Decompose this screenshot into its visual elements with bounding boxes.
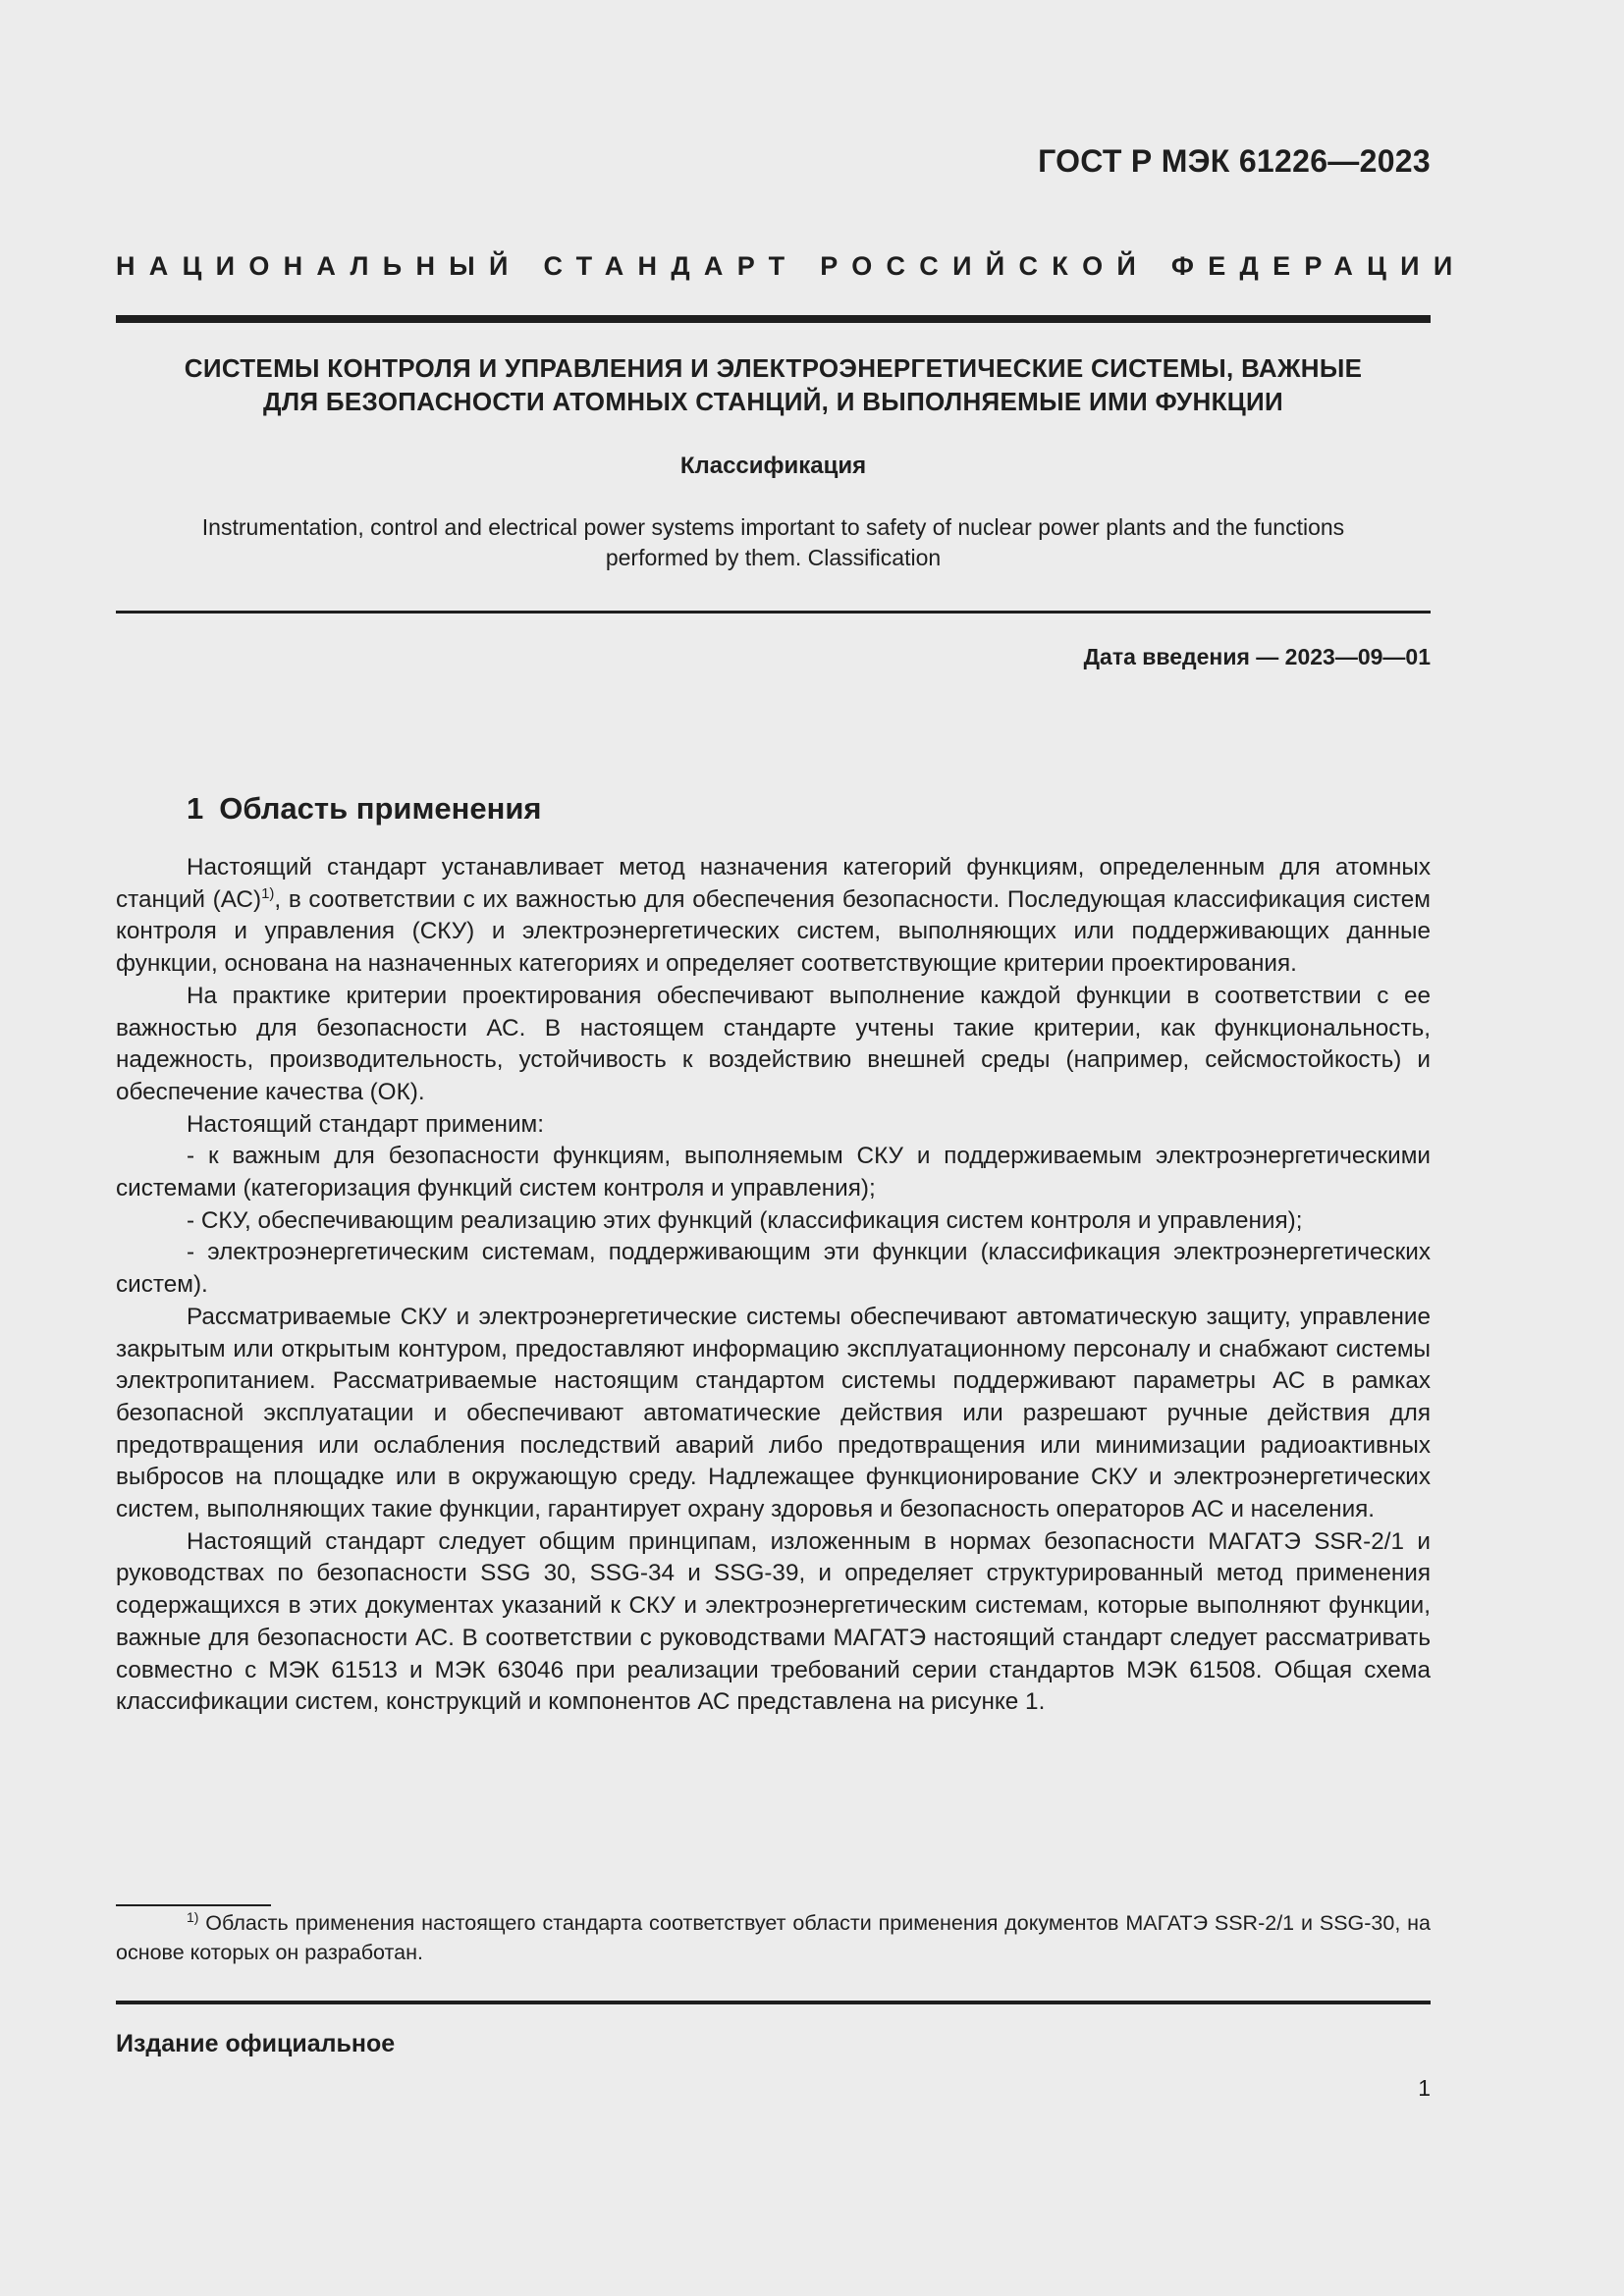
list-item-1: - к важным для безопасности функциям, выполняемым СКУ и поддерживаемым электроэнергетическими системами (категоризация функций систем контроля и управления); (116, 1143, 1431, 1202)
footnote-separator (116, 1904, 271, 1906)
section-number: 1 (187, 791, 204, 826)
english-title (116, 512, 1431, 573)
document-code: ГОСТ Р МЭК 61226—2023 (1038, 143, 1431, 179)
paragraph-1-text-a: Настоящий стандарт устанавливает метод назначения категорий функциям, определенным для атомных станций (АС) (116, 854, 1431, 913)
document-title (116, 351, 1431, 418)
english-title-line-2: performed by them. Classification (605, 545, 942, 570)
section-title: Область применения (219, 791, 542, 826)
paragraph-2: На практике критерии проектирования обеспечивают выполнение каждой функции в соответствии с ее важностью для безопасности АС. В настоящем стандарте учтены такие критерии, как функциональность, надежность, производительность, устойчивость к воздействию внешней среды (например, сейсмостойкость) и обеспечение качества (ОК). (116, 982, 1431, 1105)
footnote-marker: 1) (187, 1908, 199, 1925)
paragraph-1-text-b: , в соответствии с их важностью для обеспечения безопасности. Последующая классификация систем контроля и управления (СКУ) и электроэнергетических систем, выполняющих или поддерживающих данные функции, основана на назначенных категориях и определяет соответствующие критерии проектирования. (116, 885, 1431, 978)
english-title-line-1: Instrumentation, control and electrical power systems important to safety of nuclear power plants and the functions (201, 514, 1345, 540)
footnote-text: Область применения настоящего стандарта соответствует области применения документов МАГАТЭ SSR-2/1 и SSG-30, на основе которых он разработан. (116, 1911, 1431, 1964)
title-line-2: ДЛЯ БЕЗОПАСНОСТИ АТОМНЫХ СТАНЦИЙ, И ВЫПОЛНЯЕМЫЕ ИМИ ФУНКЦИИ (263, 387, 1283, 416)
national-standard-banner: НАЦИОНАЛЬНЫЙ СТАНДАРТ РОССИЙСКОЙ ФЕДЕРАЦИИ (116, 251, 1467, 281)
footnote-reference[interactable]: 1) (261, 884, 275, 902)
footnote (116, 1908, 1431, 1967)
introduction-date: Дата введения — 2023—09—01 (1083, 644, 1431, 669)
section-heading (187, 791, 542, 827)
section-body (116, 852, 1431, 1719)
paragraph-8: Настоящий стандарт следует общим принципам, изложенным в нормах безопасности МАГАТЭ SSR-2/1 и руководствах по безопасности SSG 30, SSG-34 и SSG-39, и определяет структурированный метод применения содержащихся в этих документах указаний к СКУ и электроэнергетическим системам, которые выполняют функции, важные для безопасности АС. В соответствии с руководствами МАГАТЭ настоящий стандарт следует рассматривать совместно с МЭК 61513 и МЭК 63046 при реализации требований серии стандартов МЭК 61508. Общая схема классификации систем, конструкций и компонентов АС представлена на рисунке 1. (116, 1527, 1431, 1716)
edition-label: Издание официальное (116, 2030, 396, 2057)
title-divider (116, 611, 1431, 614)
page-number: 1 (1418, 2075, 1431, 2101)
list-item-3: - электроэнергетическим системам, поддерживающим эти функции (классификация электроэнергетических систем). (116, 1239, 1431, 1299)
paragraph-3: Настоящий стандарт применим: (187, 1110, 545, 1138)
title-line-1: СИСТЕМЫ КОНТРОЛЯ И УПРАВЛЕНИЯ И ЭЛЕКТРОЭНЕРГЕТИЧЕСКИЕ СИСТЕМЫ, ВАЖНЫЕ (184, 353, 1363, 383)
list-item-2: - СКУ, обеспечивающим реализацию этих функций (классификация систем контроля и управления); (187, 1206, 1303, 1234)
footer-divider (116, 2001, 1431, 2004)
header-divider (116, 315, 1431, 323)
paragraph-7: Рассматриваемые СКУ и электроэнергетические системы обеспечивают автоматическую защиту, управление закрытым или открытым контуром, предоставляют информацию эксплуатационному персоналу и снабжают системы электропитанием. Рассматриваемые настоящим стандартом системы поддерживают параметры АС в рамках безопасной эксплуатации и обеспечивают автоматические действия или разрешают ручные действия для предотвращения или ослабления последствий аварий либо предотвращения или минимизации радиоактивных выбросов на площадке или в окружающую среду. Надлежащее функционирование СКУ и электроэнергетических систем, выполняющих такие функции, гарантирует охрану здоровья и безопасность операторов АС и населения. (116, 1303, 1431, 1523)
document-subtitle: Классификация (679, 453, 867, 479)
paragraph-1 (116, 852, 1431, 981)
